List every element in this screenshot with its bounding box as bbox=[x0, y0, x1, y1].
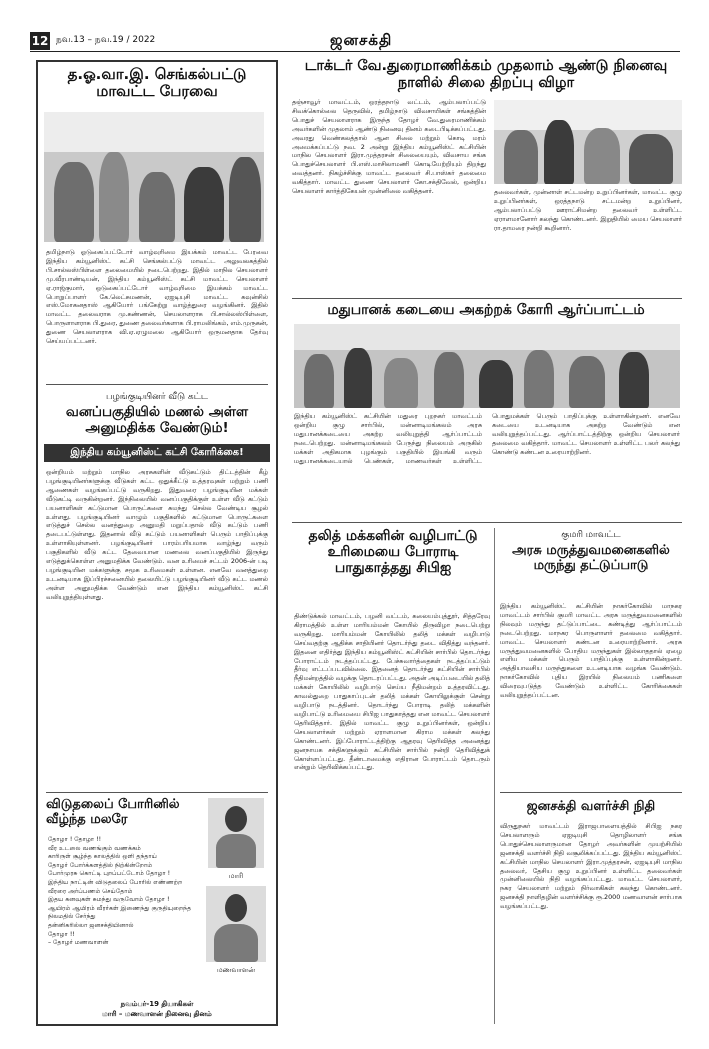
poem-text: தோழா ! தோழா !! வீர உடலை வணங்கும் வணக்கம் காரிருள் சூழ்ந்த காலத்தில் ஒளி தந்தாய் தோழர் போர்க்களத்தில் நிற்கின்றோம் போர்முரசு கொட்டி புறப்பட்டோம் தோழா ! இந்திய நாட்டின் விடுதலைப் போரில் எண்ணற்ற வீரரை அர்ப்பணம் செய்தோம் இதய கனவுகள் சுமந்து வருவோம் தோழா ! ஆயிரம் ஆயிரம் வீரர்கள் இணைந்து குருதியுறைந்த நிலமதில் சேர்ந்து தன்னிகரில்லா ஜனசக்தியினால் தோழா !! – தோழர் மணவாளன் bbox=[48, 836, 192, 947]
article-title: த.ஓ.வா.இ. செங்கல்பட்டு மாவட்ட பேரவை bbox=[67, 65, 247, 101]
article-kicker: குமரி மாவட்ட bbox=[561, 530, 621, 540]
divider bbox=[46, 792, 268, 793]
divider bbox=[500, 792, 682, 793]
divider bbox=[292, 298, 682, 299]
page-number: 12 bbox=[31, 34, 49, 48]
portrait-name: மாரி bbox=[228, 872, 244, 880]
article-body: விருதுநகர் மாவட்டம் இராஜபாளையத்தில் சிபிஐ நகர செயலாளரும் ஏஐடியுசி தொழிலாளர் சங்க பொதுச்செயலாளருமான தோழர் அவர்களின் முயற்சியில் ஜனசக்தி வளர்ச்சி நிதி வசூலிக்கப்பட்டது. இந்திய கம்யூனிஸ்ட் கட்சியின் மாநில செயலாளர் இரா.முத்தரசன், ஏஐடியுசி மாநில தலைவர், தேசிய குழு உறுப்பினர் உள்ளிட்ட தலைவர்கள் முன்னிலையில் நிதி வழங்கப்பட்டது. மாவட்ட செயலாளர், நகர செயலாளர் மற்றும் நிர்வாகிகள் கலந்து கொண்டனர். ஜனசக்தி நாளிதழின் வளர்ச்சிக்கு ரூ.2000 மணவாளன் சார்பாக வழங்கப்பட்டது. bbox=[500, 822, 682, 911]
column-divider bbox=[494, 528, 495, 1024]
article-kicker: பழங்குடியினர் வீடு கட்ட bbox=[105, 392, 209, 402]
article-body: தமிழ்நாடு ஓடுகைப்பட்டோர் வாழ்வுரிமை இயக்கம் மாவட்ட பேரவை இந்திய கம்யூனிஸ்ட் கட்சி செங்கல்பட்டு மாவட்ட அலுவலகத்தில் பி.சால்லஸ்பிள்ளை தலைமையில் நடைபெற்றது. இதில் மாநில செயலாளர் மு.வீரபாண்டியன், இந்திய கம்யூனிஸ்ட் கட்சி மாவட்ட செயலாளர் ஏ.ராஜ்குமார், ஒடுகைப்பட்டோர் வாழ்வுரிமை இயக்கம் மாவட்ட பொறுப்பாளர் கே.லெட்சுமணன், ஏஐடியுசி மாவட்ட கவுன்சில் எஸ்.மோகனதாஸ் ஆகியோர் பங்கேற்று வாழ்த்துரை வழங்கினர். இதில் மாவட்ட தலைவராக மு.கண்ணன், செயலாளராக பி.சால்லஸ்பிள்ளை, பொருளாளராக பி.துரை, துணை தலைவர்களாக பி.ராமலிங்கம், எம்.முருகன், துணை செயலாளராக வி.ஏ.ஏழுமலை ஆகியோர் ஒருமனதாக தேர்வு செய்யப்பட்டனர். bbox=[46, 248, 268, 346]
article-title: ஜனசக்தி வளர்ச்சி நிதி bbox=[526, 799, 656, 814]
article-title: டாக்டர் வே.துரைமாணிக்கம் முதலாம் ஆண்டு நினைவு நாளில் சிலை திறப்பு விழா bbox=[304, 58, 668, 91]
article-body: தஞ்சாவூர் மாவட்டம், ஒரத்தநாடு வட்டம், ஆம்பலாப்பட்டு சிவக்கொல்லை தெருவில், தமிழ்நாடு விவசாயிகள் சங்கத்தின் பொதுச் செயலாளராக இருந்த தோழர் வே.துரைமாணிக்கம் அவர்களின் முதலாம் ஆண்டு நினைவு தினம் கடைபிடிக்கப்பட்டது. அவரது வெண்கலத்தால் ஆன சிலை மற்றும் கொடி மரம் அமைக்கப்பட்டு நவ. 2 அன்று இந்திய கம்யூனிஸ்ட் கட்சியின் மாநில செயலாளர் இரா.முத்தரசன் சிலையையும், விவசாய சங்க பொதுச்செயலாளர் பி.எஸ்.மாசிலாமணி கொடியேற்றியும் திறந்து வைத்தனர். நிகழ்ச்சிக்கு மாவட்ட தலைவர் சி.பாஸ்கர் தலைமை வகித்தார். மாவட்ட துணை செயலாளர் கோ.சக்திவேல், ஒன்றிய செயலாளர் கார்த்திகேயன் முன்னிலை வகித்தனர். bbox=[292, 98, 486, 196]
protest-photo bbox=[294, 324, 680, 408]
page-header bbox=[30, 30, 680, 52]
article-title: மதுபானக் கடையை அகற்றக் கோரி ஆர்ப்பாட்டம் bbox=[327, 302, 645, 318]
article-body: ஒன்றியம் மற்றும் மாநில அரசுகளின் வீடுகட்டும் திட்டத்தின் கீழ் பழங்குடியினர்களுக்கு வீடுகள் கட்ட ஒதுக்கீட்டு உத்தரவுகள் மற்றும் பணி ஆணைகள் வழங்கப்பட்டு வருகிறது. இதுவரை பழங்குடியின மக்கள் வீடுகட்டி வருகின்றனர். இந்நிலையில் வனப்பகுதிக்குள் உள்ள வீடு கட்டும் பயனாளிகள் கட்டுமான பொருட்களை சுமந்து செல்ல வேண்டிய சூழல் உள்ளது. பழங்குடியினர் வாழும் பகுதிகளில் கட்டுமான பொருட்களை எடுத்துச் செல்ல வனத்துறை அனுமதி மறுப்பதால் வீடு கட்டும் பணி தடைபட்டுள்ளது. இதனால் வீடு கட்டும் பயனாளிகள் பெரும் பாதிப்புக்கு உள்ளாகியுள்ளனர். பழங்குடியினர் பாரம்பரியமாக வாழ்ந்து வரும் பகுதிகளில் வீடு கட்ட தேவையான மணலை வனப்பகுதியில் இருந்து எடுத்துக்கொள்ள அனுமதிக்க வேண்டும். வன உரிமைச் சட்டம் 2006-ன் படி பழங்குடியின மக்களுக்கு சமூக உரிமைகள் உள்ளன. எனவே வனத்துறை உடனடியாக இப்பிரச்சனையில் தலையிட்டு பழங்குடியினர் வீடு கட்ட மணல் அள்ள அனுமதிக்க வேண்டும் என இந்திய கம்யூனிஸ்ட் கட்சி வலியுறுத்தியுள்ளது. bbox=[46, 468, 268, 601]
divider bbox=[292, 522, 682, 523]
portrait-mari bbox=[208, 798, 264, 868]
article-title: வனப்பகுதியில் மணல் அள்ள அனுமதிக்க வேண்டும்! bbox=[65, 404, 249, 436]
memorial-footer: மாரி – மணவாளன் நினைவு தினம் bbox=[102, 1010, 212, 1018]
article-title: அரசு மருத்துவமனைகளில் மருந்து தட்டுப்பாடு bbox=[512, 543, 670, 573]
meeting-photo bbox=[44, 112, 264, 242]
article-body: இந்திய கம்யூனிஸ்ட் கட்சியின் மதுரை புறநகர் மாவட்டம் ஒன்றிய குழு சார்பில், மன்னாடிமங்கலம் அரசு மதுபானக்கடையை அகற்ற வலியுறுத்தி ஆர்ப்பாட்டம் நடைபெற்றது. மன்னாடிமங்கலம் பேருந்து நிலையம் அருகில் மக்கள் அதிகமாக புழங்கும் பகுதியில் இயங்கி வரும் மதுபானக்கடையால் பெண்கள், மாணவர்கள் உள்ளிட்ட பொதுமக்கள் பெரும் பாதிப்புக்கு உள்ளாகின்றனர். எனவே கடையை உடனடியாக அகற்ற வேண்டும் என வலியுறுத்தப்பட்டது. ஆர்ப்பாட்டத்திற்கு ஒன்றிய செயலாளர் தலைமை வகித்தார். மாவட்ட செயலாளர் உள்ளிட்ட பலர் கலந்து கொண்டு கண்டன உரையாற்றினர். bbox=[294, 412, 680, 465]
issue-date: நவ.13 – நவ.19 / 2022 bbox=[56, 35, 156, 45]
portrait-manavalan bbox=[206, 886, 266, 962]
statue-photo bbox=[494, 100, 682, 184]
article-title: விடுதலைப் போரினில் வீழ்ந்த மலரே bbox=[46, 797, 180, 827]
article-title: தலித் மக்களின் வழிபாட்டு உரிமையை போராடி பாதுகாத்தது சிபிஐ bbox=[308, 528, 478, 577]
masthead: ஜனசக்தி bbox=[330, 31, 393, 49]
portrait-name: மணவாளன் bbox=[216, 966, 255, 974]
photo-caption: தலைவர்கள், முன்னாள் சட்டமன்ற உறுப்பினர்கள், மாவட்ட குழு உறுப்பினர்கள், ஒரத்தநாடு சட்டமன்ற உறுப்பினர், ஆம்பலாப்பட்டு ஊராட்சிமன்ற தலைவர் உள்ளிட்ட ஏராளமானோர் கலந்து கொண்டனர். இறுதியில் மைய செயலாளர் ரா.தாமரை நன்றி கூறினார். bbox=[494, 188, 682, 232]
memorial-footer: நவம்பர்-19 தியாகிகள் bbox=[120, 1000, 194, 1008]
article-body: இந்திய கம்யூனிஸ்ட் கட்சியின் நாகர்கோவில் மாநகர மாவட்டம் சார்பில் குமரி மாவட்ட அரசு மருத்துவமனைகளில் நிலவும் மருந்து தட்டுப்பாட்டை கண்டித்து ஆர்ப்பாட்டம் நடைபெற்றது. மாநகர பொருளாளர் தலைமை வகித்தார். மாவட்ட செயலாளர் கண்டன உரையாற்றினார். அரசு மருத்துவமனைகளில் போதிய மருந்துகள் இல்லாததால் ஏழை எளிய மக்கள் பெரும் பாதிப்புக்கு உள்ளாகின்றனர். அத்தியாவசிய மருந்துகளை உடனடியாக வழங்க வேண்டும். நாகர்கோவில் புதிய இரயில் நிலையம் பணிகளை விரைவுபடுத்த வேண்டும் உள்ளிட்ட கோரிக்கைகள் வலியுறுத்தப்பட்டன. bbox=[500, 602, 682, 700]
article-body: திண்டுக்கல் மாவட்டம், பழனி வட்டம், கலையம்புத்தூர், சித்தரேவு கிராமத்தில் உள்ள மாரியம்மன் கோயில் திருவிழா நடைபெற்று வருகிறது. மாரியம்மன் கோயிலில் தலித் மக்கள் வழிபாடு செய்வதற்கு ஆதிக்க சாதியினர் தொடர்ந்து தடை விதித்து வந்தனர். இதனை எதிர்த்து இந்திய கம்யூனிஸ்ட் கட்சியின் சார்பில் தொடர்ந்து போராட்டம் நடத்தப்பட்டது. பேச்சுவார்த்தைகள் நடத்தப்பட்டும் தீர்வு எட்டப்படவில்லை. இதனைத் தொடர்ந்து கட்சியின் சார்பில் நீதிமன்றத்தில் வழக்கு தொடரப்பட்டது. அதன் அடிப்படையில் தலித் மக்கள் கோயிலில் வழிபாடு செய்ய நீதிமன்றம் உத்தரவிட்டது. காவல்துறை பாதுகாப்புடன் தலித் மக்கள் கோயிலுக்குள் சென்று வழிபாடு நடத்தினர். தொடர்ந்து போராடி தலித் மக்களின் வழிபாட்டு உரிமையை சிபிஐ பாதுகாத்தது என மாவட்ட செயலாளர் தெரிவித்தார். இதில் மாவட்ட குழு உறுப்பினர்கள், ஒன்றிய செயலாளர்கள் மற்றும் ஏராளமான கிராம மக்கள் கலந்து கொண்டனர். இப்போராட்டத்திற்கு ஆதரவு தெரிவித்த அனைத்து ஜனநாயக சக்திகளுக்கும் கட்சியின் சார்பில் நன்றி தெரிவித்துக் கொள்ளப்பட்டது. தீண்டாமைக்கு எதிரான போராட்டம் தொடரும் என்றும் தெரிவிக்கப்பட்டது. bbox=[294, 612, 490, 772]
divider bbox=[46, 384, 268, 385]
article-banner: இந்திய கம்யூனிஸ்ட் கட்சி கோரிக்கை! bbox=[44, 444, 270, 462]
